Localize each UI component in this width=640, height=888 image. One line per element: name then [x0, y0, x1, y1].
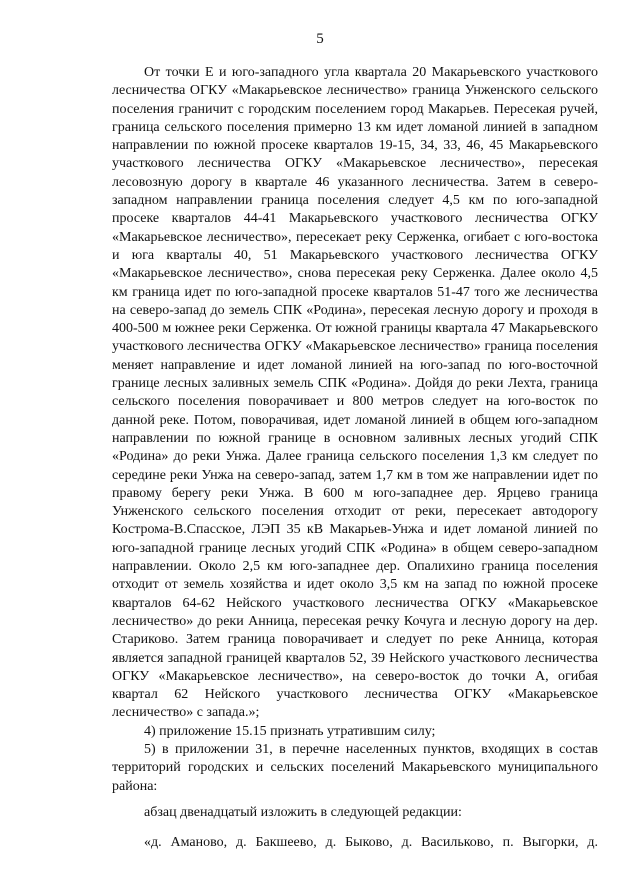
page-number: 5	[316, 31, 324, 47]
paragraph-item-5: 5) в приложении 31, в перечне населенных пунктов, входящих в состав территорий городских и сельских поселений Макарьевского муниципального района:	[112, 741, 598, 794]
paragraph-abzac-instruction: абзац двенадцатый изложить в следующей редакции:	[144, 804, 462, 820]
paragraph-village-list: «д. Аманово, д. Бакшеево, д. Быково, д. Васильково, п. Выгорки, д.	[144, 835, 598, 851]
document-body	[112, 64, 598, 852]
paragraph-item-4: 4) приложение 15.15 признать утратившим силу;	[144, 723, 436, 739]
paragraph-boundary-description: От точки Е и юго-западного угла квартала 20 Макарьевского участкового лесничества ОГКУ «Макарьевское лесничество» граница Унженского сельского поселения граничит с городским поселением город Макарьев. Пересекая ручей, граница сельского поселения примерно 13 км идет ломаной линией в западном направлении по южной просеке кварталов 19-15, 34, 33, 46, 45 Макарьевского участкового лесничества ОГКУ «Макарьевское лесничество», пересекая лесовозную дорогу в квартале 46 указанного лесничества. Затем в северо-западном направлении граница поселения следует 4,5 км по юго-западной просеке кварталов 44-41 Макарьевского участкового лесничества ОГКУ «Макарьевское лесничество», пересекает реку Серженка, огибает с юго-востока и юга кварталы 40, 51 Макарьевского участкового лесничества ОГКУ «Макарьевское лесничество», снова пересекая реку Серженка. Далее около 4,5 км граница идет по юго-западной просеке кварталов 51-47 того же лесничества на северо-запад до земель СПК «Родина», пересекая лесную дорогу и проходя в 400-500 м южнее реки Серженка. От южной границы квартала 47 Макарьевского участкового лесничества ОГКУ «Макарьевское лесничество» граница поселения меняет направление и идет ломаной линией на юго-запад по юго-восточной границе лесных заливных земель СПК «Родина». Дойдя до реки Лехта, граница сельского поселения поворачивает и 800 метров следует на юго-восток по данной реке. Потом, поворачивая, идет ломаной линией в общем юго-западном направлении по южной границе в основном заливных лесных угодий СПК «Родина» до реки Унжа. Далее граница сельского поселения 1,3 км следует по середине реки Унжа на северо-запад, затем 1,7 км в том же направлении идет по правому берегу реки Унжа. В 600 м юго-западнее дер. Ярцево граница Унженского сельского поселения отходит от реки, пересекает автодорогу Кострома-В.Спасское, ЛЭП 35 кВ Макарьев-Унжа и идет ломаной линией по юго-западной границе лесных угодий СПК «Родина» в общем северо-западном направлении. Около 2,5 км юго-западнее дер. Опалихино граница поселения отходит от земель хозяйства и идет около 3,5 км на запад по южной просеке кварталов 64-62 Нейского участкового лесничества ОГКУ «Макарьевское лесничество» до реки Анница, пересекая речку Кочуга и лесную дорогу на дер. Стариково. Затем граница поворачивает и следует по реке Анница, которая является западной границей кварталов 52, 39 Нейского участкового лесничества ОГКУ «Макарьевское лесничество», на северо-восток до точки А, огибая квартал 62 Нейского участкового лесничества ОГКУ «Макарьевское лесничество» с запада.»;	[112, 65, 598, 721]
